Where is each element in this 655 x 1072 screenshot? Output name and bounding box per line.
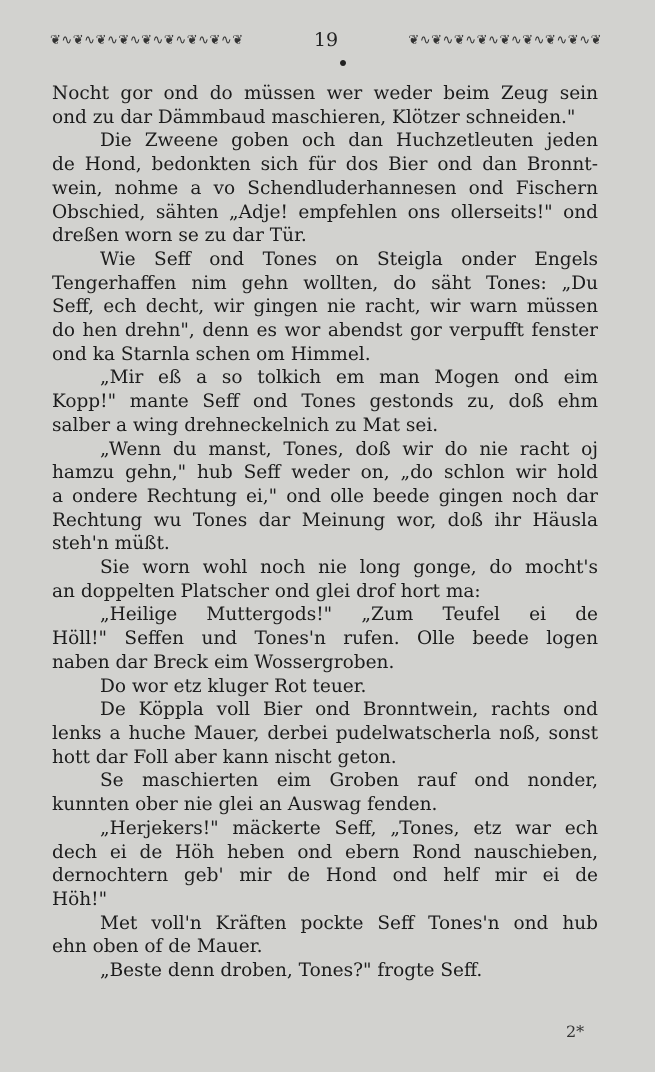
text-line: wein, nohme a vo Schendluderhannesen ond Fischern [52, 177, 598, 199]
text-line: a ondere Rechtung ei," ond olle beede gingen noch dar [52, 485, 598, 507]
text-line: Met voll'n Kräften pockte Seff Tones'n ond hub [100, 912, 598, 934]
text-line: hott dar Foll aber kann nischt geton. [52, 746, 397, 768]
text-line: „Mir eß a so tolkich em man Mogen ond eim [100, 367, 598, 389]
text-line: „Beste denn droben, Tones?" frogte Seff. [100, 960, 483, 982]
text-line: dech ei de Höh heben ond ebern Rond nauschieben, [52, 841, 598, 863]
text-line: Nocht gor ond do müssen wer weder beim Zeug sein [52, 83, 598, 104]
text-line: ehn oben of de Mauer. [52, 936, 263, 958]
text-line: do hen drehn", denn es wor abendst gor verpufft fenster [52, 320, 598, 342]
text-line: Seff, ech decht, wir gingen nie racht, wir warn müssen [52, 296, 598, 318]
text-line: kunnten ober nie glei an Auswag fenden. [52, 794, 438, 816]
text-line: dernochtern geb' mir de Hond ond helf mir ei de [52, 865, 598, 887]
body-text [52, 82, 598, 983]
text-line: salber a wing drehneckelnich zu Mat sei. [52, 414, 439, 436]
page-number: 19 [313, 29, 339, 51]
text-line: hamzu gehn," hub Seff weder on, „do schlon wir hold [52, 462, 598, 484]
page-header [50, 28, 602, 52]
text-line: De Köppla voll Bier ond Bronntwein, rachts ond [100, 699, 598, 721]
dot-mark [340, 60, 346, 66]
text-line: an doppelten Platscher ond glei drof hort ma: [52, 580, 481, 602]
text-line: „Heilige Muttergods!" „Zum Teufel ei de [100, 604, 598, 626]
text-line: Tengerhaffen nim gehn wollten, do säht Tones: „Du [52, 272, 598, 294]
ornament-right-icon: ❦∿❦∿❦∿❦∿❦∿❦∿❦∿❦∿❦ [408, 32, 602, 48]
text-line: de Hond, bedonkten sich für dos Bier ond dan Bronnt- [52, 154, 598, 176]
text-line: Wie Seff ond Tones on Steigla onder Engels [100, 248, 598, 270]
text-line: lenks a huche Mauer, derbei pudelwatscherla noß, sonst [52, 722, 598, 744]
text-line: „Wenn du manst, Tones, doß wir do nie racht oj [100, 438, 598, 460]
text-line: Sie worn wohl noch nie long gonge, do mocht's [100, 557, 598, 579]
text-line: ond ka Starnla schen om Himmel. [52, 343, 371, 365]
text-line: steh'n müßt. [52, 533, 170, 555]
ornament-left-icon: ❦∿❦∿❦∿❦∿❦∿❦∿❦∿❦∿❦ [50, 32, 244, 48]
text-line: Obschied, sähten „Adje! empfehlen ons ollerseits!" ond [52, 201, 598, 223]
text-line: Kopp!" mante Seff ond Tones gestonds zu, doß ehm [52, 391, 598, 413]
text-line: ond zu dar Dämmbaud maschieren, Klötzer schneiden." [52, 106, 576, 128]
text-line: „Herjekers!" mäckerte Seff, „Tones, etz war ech [100, 817, 598, 839]
text-line: Die Zweene goben och dan Huchzetleuten jeden [100, 130, 598, 152]
text-line: dreßen worn se zu dar Tür. [52, 225, 307, 247]
text-line: naben dar Breck eim Wossergroben. [52, 651, 395, 673]
text-line: Höll!" Seffen und Tones'n rufen. Olle beede logen [52, 628, 598, 650]
text-line: Rechtung wu Tones dar Meinung wor, doß ihr Häusla [52, 509, 598, 531]
signature-mark: 2* [566, 1022, 585, 1041]
text-line: Höh!" [52, 888, 108, 910]
text-line: Do wor etz kluger Rot teuer. [100, 675, 367, 697]
text-line: Se maschierten eim Groben rauf ond nonder, [100, 770, 598, 792]
